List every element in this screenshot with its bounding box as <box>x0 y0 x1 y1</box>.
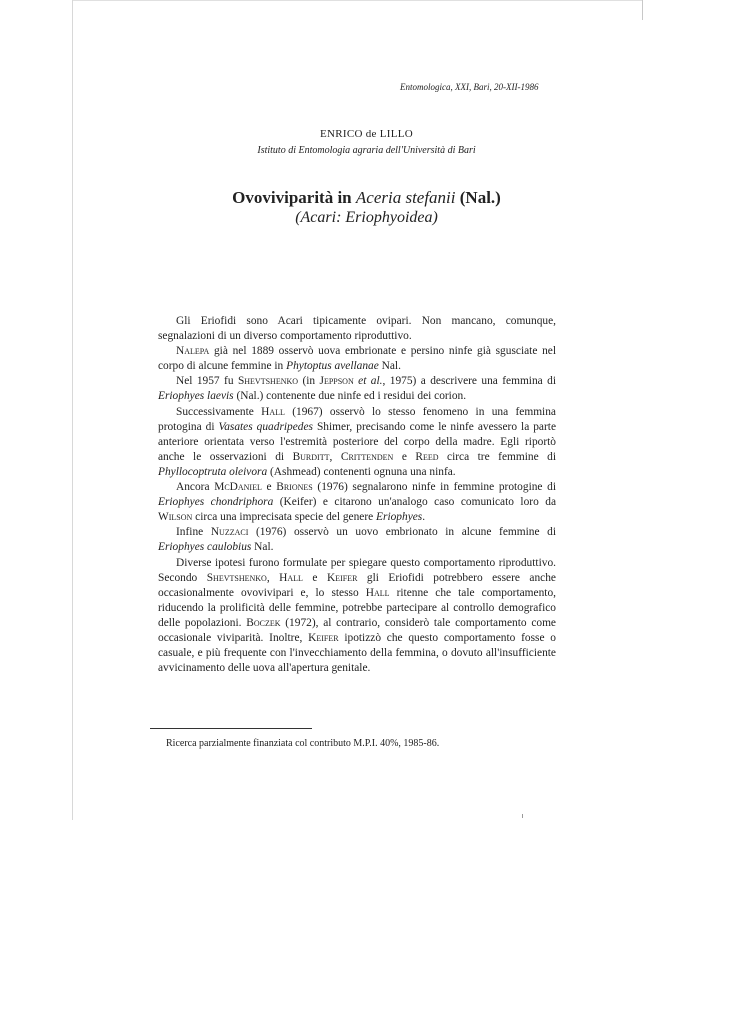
text-run: Nal. <box>251 541 274 554</box>
author-citation: Briones <box>276 481 313 494</box>
title-main: Ovoviviparità in <box>232 188 356 207</box>
author-citation: Hall <box>279 571 303 584</box>
author-citation: McDaniel <box>214 481 262 494</box>
text-run: (Nal.) contenente due ninfe ed i residui dei corion. <box>233 390 467 403</box>
text-run: Ancora <box>176 481 215 494</box>
text-run: Successivamente <box>176 405 262 418</box>
author-citation: Burditt <box>292 450 330 463</box>
footnote-rule <box>150 728 312 729</box>
text-run: Nel 1957 fu <box>176 375 238 388</box>
text-run: e <box>393 450 416 463</box>
author-citation: Hall <box>365 586 390 599</box>
scan-edge-left <box>72 0 73 820</box>
species-name: Phyllocoptruta oleivora <box>158 465 268 478</box>
paragraph <box>158 525 556 555</box>
author-citation: Shevtshenko <box>206 571 267 584</box>
author-citation: Reed <box>415 450 439 463</box>
text-run: (1976) osservò un uovo embrionato in alcune femmine di <box>248 526 556 539</box>
author-citation: Nalepa <box>176 345 210 358</box>
paragraph <box>158 480 556 525</box>
text-run: (1967) osservò lo stesso fenomeno in una femmina protogina di <box>158 405 556 433</box>
text-run: circa una imprecisata specie del genere <box>192 511 377 524</box>
text-run: Diverse ipotesi furono formulate per spiegare questo comportamento riproduttivo. Secondo <box>158 556 556 584</box>
author-name: ENRICO de LILLO <box>319 128 414 140</box>
species-name: Eriophyes laevis <box>158 390 234 403</box>
author-citation: Shevtshenko <box>237 375 299 388</box>
text-run: già nel 1889 osservò uova embrionate e persino ninfe già sgusciate nel corpo di alcune femmine in <box>158 345 556 373</box>
paragraph <box>158 344 556 374</box>
text-run: Gli Eriofidi sono Acari tipicamente ovipari. Non mancano, comunque, segnalazioni di un diverso comportamento riproduttivo. <box>158 315 556 343</box>
footnote: Ricerca parzialmente finanziata col contributo M.P.I. 40%, 1985-86. <box>166 738 440 749</box>
scan-edge-right <box>642 0 643 20</box>
author-citation: Keifer <box>308 631 339 644</box>
author-institute: Istituto di Entomologia agraria dell'Università di Bari <box>257 145 476 156</box>
text-run: (Keifer) e citarono un'analogo caso comunicato loro da <box>273 496 556 509</box>
text-run: circa tre femmine di <box>438 450 556 463</box>
species-name: et al. <box>358 375 383 388</box>
text-run: Nal. <box>378 360 401 373</box>
journal-reference: Entomologica, XXI, Bari, 20-XII-1986 <box>400 82 539 92</box>
text-run: , 1975) a descrivere una femmina di <box>382 375 556 388</box>
author-citation: Wilson <box>158 511 193 524</box>
text-run: Infine <box>176 526 211 539</box>
paper-title <box>0 188 733 208</box>
text-run: e <box>261 481 277 494</box>
text-run: (1972), al contrario, considerò tale comportamento come occasionale viviparità. Inoltre, <box>158 616 556 644</box>
author-citation: Keifer <box>326 571 358 584</box>
text-run: . <box>422 511 426 524</box>
text-run: ritenne che tale comportamento, riducendo la prolificità delle femmine, potrebbe partecipare al controllo demografico delle popolazioni. <box>158 586 556 629</box>
paragraph <box>158 314 556 344</box>
text-run: Shimer, precisando come le ninfe avessero la parte anteriore orientata verso l'estremità posteriore del corpo della madre. Egli riportò anche le osservazioni di <box>158 420 556 463</box>
text-run: , <box>329 450 341 463</box>
species-name: Eriophyes caulobius <box>158 541 252 554</box>
author-citation: Nuzzaci <box>210 526 249 539</box>
author-citation: Jeppson <box>319 375 354 388</box>
text-run: gli Eriofidi potrebbero essere anche occasionalmente ovovivipari e, lo stesso <box>158 571 556 599</box>
species-name: Eriophyes <box>376 511 423 524</box>
text-run: (Ashmead) contenenti ognuna una ninfa. <box>267 465 456 478</box>
species-name: Eriophyes chondriphora <box>158 496 274 509</box>
scan-mark <box>522 814 523 818</box>
text-run: , <box>266 571 280 584</box>
text-run: (in <box>298 375 320 388</box>
paragraph <box>158 374 556 404</box>
text-run: e <box>302 571 327 584</box>
scan-edge-top <box>72 0 642 1</box>
author-citation: Hall <box>261 405 285 418</box>
paper-subtitle: (Acari: Eriophyoidea) <box>295 209 438 226</box>
text-run: (1976) segnalarono ninfe in femmine protogine di <box>312 481 556 494</box>
author-citation: Boczek <box>246 616 281 629</box>
body-text <box>158 314 556 676</box>
paragraph <box>158 556 556 677</box>
title-authority: (Nal.) <box>455 188 501 207</box>
species-name: Phytoptus avellanae <box>286 360 379 373</box>
text-run: ipotizzò che questo comportamento fosse o casuale, e più frequente con l'invecchiamento della femmina, o dovuto all'insufficiente avvicinamento delle uova all'apertura genitale. <box>158 631 556 675</box>
paragraph <box>158 405 556 480</box>
title-species: Aceria stefanii <box>355 188 456 207</box>
author-citation: Crittenden <box>340 450 394 463</box>
species-name: Vasates quadripedes <box>218 420 313 433</box>
